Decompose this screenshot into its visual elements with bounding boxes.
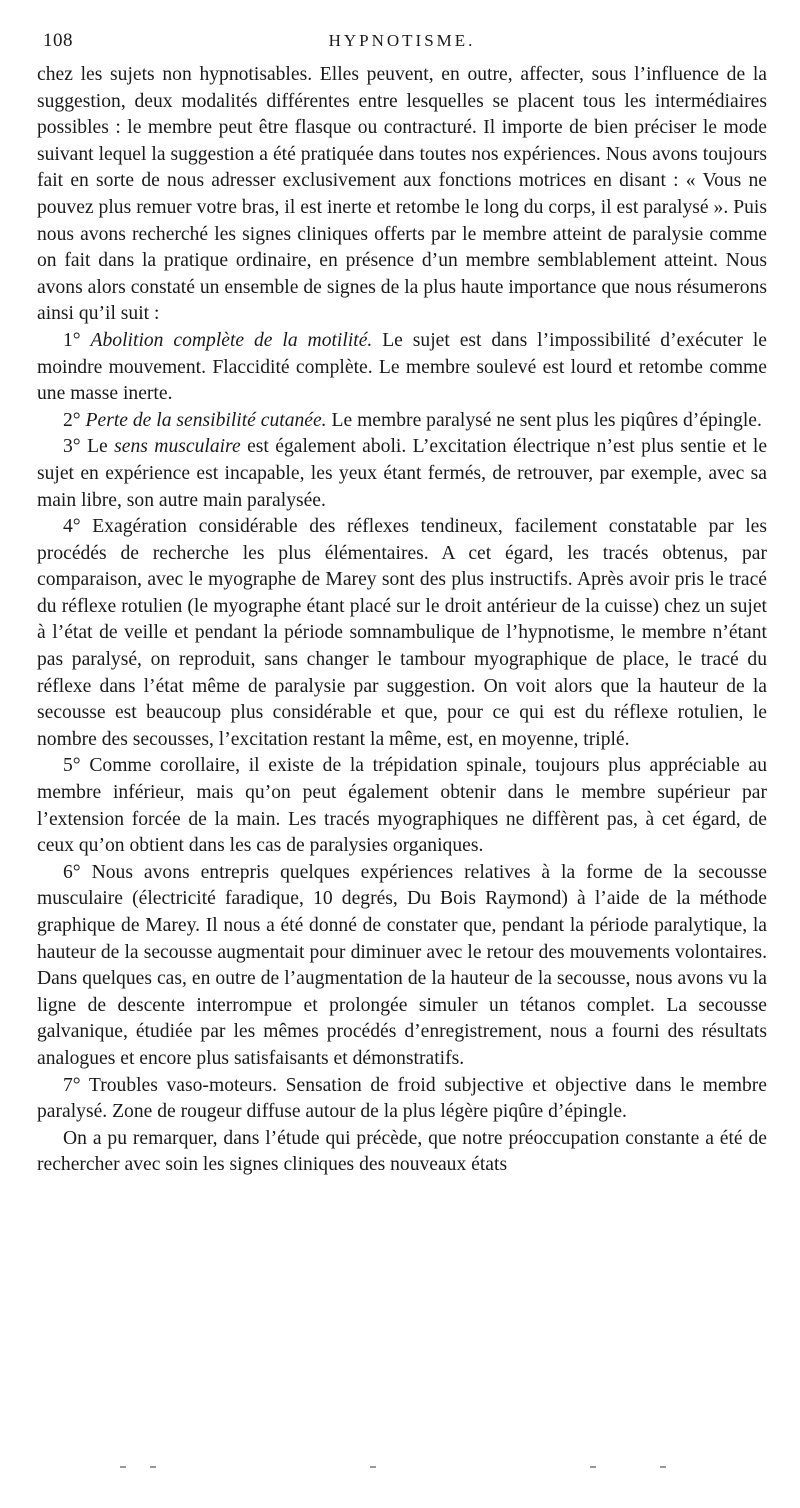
item-text: est également aboli. L’excitation électrique n’est plus sentie et le sujet en expérience est incapable, les yeux étant fermés, de retrouver, par exemple, avec sa main libre, son autre main paralysée. xyxy=(37,436,768,511)
item-text: Troubles vaso-moteurs. Sensation de froid subjective et objective dans le membre paralysé. Zone de rougeur diffuse autour de la plus légère piqûre d’épingle. xyxy=(37,1074,768,1123)
numbered-paragraph-7 xyxy=(37,1073,767,1126)
body-text xyxy=(37,62,767,1179)
running-title: HYPNOTISME. xyxy=(328,31,476,50)
item-title: Abolition complète de la motilité. xyxy=(90,329,373,351)
page-number: 108 xyxy=(43,30,73,51)
item-title: sens musculaire xyxy=(114,436,241,458)
item-text: Le membre paralysé ne sent plus les piqûres d’épingle. xyxy=(331,409,762,431)
print-specks xyxy=(120,1466,680,1472)
item-number: 5° xyxy=(63,755,81,777)
book-page xyxy=(37,26,767,1179)
item-text: Nous avons entrepris quelques expériences relatives à la forme de la secousse musculaire (électricité faradique, 10 degrés, Du Bois Raymond) à l’aide de la méthode graphique de Marey. Il nous a été donné de constater que, pendant la période paralytique, la hauteur de la secousse augmentait pour diminuer avec le retour des mouvements volontaires. Dans quelques cas, en outre de l’augmentation de la hauteur de la secousse, nous avons vu la ligne de descente interrompue et prolongée simuler un tétanos complet. La secousse galvanique, étudiée par les mêmes procédés d’enregistrement, nous a fourni des résultats analogues et encore plus satisfaisants et démonstratifs. xyxy=(37,861,767,1069)
paragraph-continuation: chez les sujets non hypnotisables. Elles peuvent, en outre, affecter, sous l’influence de la suggestion, deux modalités différentes entre lesquelles se placent tous les intermédiaires possibles : le membre peut être flasque ou contracturé. Il importe de bien préciser le mode suivant lequel la suggestion a été pratiquée dans toutes nos expériences. Nous avons toujours fait en sorte de nous adresser exclusivement aux fonctions motrices en disant : « Vous ne pouvez plus remuer votre bras, il est inerte et retombe le long du corps, il est paralysé ». Puis nous avons recherché les signes cliniques offerts par le membre atteint de paralysie comme on fait dans la pratique ordinaire, en présence d’un membre semblablement atteint. Nous avons alors constaté un ensemble de signes de la plus haute importance que nous résumerons ainsi qu’il suit : xyxy=(37,64,767,325)
item-number: 1° xyxy=(63,329,81,351)
numbered-paragraph-3 xyxy=(37,434,767,514)
numbered-paragraph-6 xyxy=(37,860,767,1073)
numbered-paragraph-2 xyxy=(37,408,767,435)
page-header xyxy=(37,26,767,62)
numbered-paragraph-5 xyxy=(37,753,767,859)
item-number: 3° xyxy=(63,436,81,458)
closing-paragraph: On a pu remarquer, dans l’étude qui précède, que notre préoccupation constante a été de rechercher avec soin les signes cliniques des nouveaux états xyxy=(37,1127,767,1176)
item-text: Comme corollaire, il existe de la trépidation spinale, toujours plus appréciable au membre inférieur, mais qu’on peut également obtenir dans le membre supérieur par l’extension forcée de la main. Les tracés myographiques ne diffèrent pas, à cet égard, de ceux qu’on obtient dans les cas de paralysies organiques. xyxy=(37,755,767,857)
item-number: 2° xyxy=(63,409,81,431)
numbered-paragraph-4 xyxy=(37,514,767,753)
item-number: 4° xyxy=(63,516,81,538)
numbered-paragraph-1 xyxy=(37,328,767,408)
item-number: 6° xyxy=(63,861,81,883)
item-text: Le sujet est dans l’impossibilité d’exécuter le moindre mouvement. Flaccidité complète. Le membre soulevé est lourd et retombe comme une masse inerte. xyxy=(37,329,767,405)
item-text: Exagération considérable des réflexes tendineux, facilement constatable par les procédés de recherche les plus élémentaires. A cet égard, les tracés obtenus, par comparaison, avec le myographe de Marey sont des plus instructifs. Après avoir pris le tracé du réflexe rotulien (le myographe étant placé sur le droit antérieur de la cuisse) chez un sujet à l’état de veille et pendant la période somnambulique de l’hypnotisme, le membre n’étant pas paralysé, on reproduit, sans changer le tambour myographique de place, le tracé du réflexe dans l’état même de paralysie par suggestion. On voit alors que la hauteur de la secousse est beaucoup plus considérable et que, pour ce qui est du réflexe rotulien, le nombre des secousses, l’excitation restant la même, est, en moyenne, triplé. xyxy=(37,516,767,750)
item-number: 7° xyxy=(63,1074,81,1096)
item-pre: Le xyxy=(87,436,108,458)
item-title: Perte de la sensibilité cutanée. xyxy=(85,409,327,431)
